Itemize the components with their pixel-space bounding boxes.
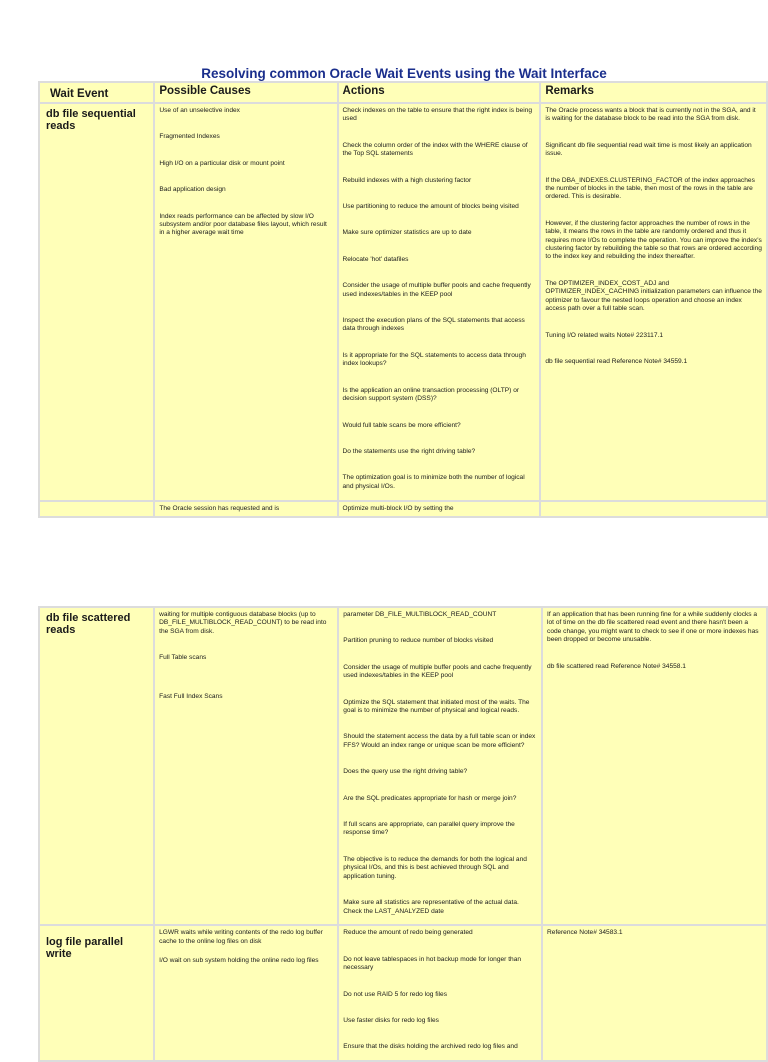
event-name: log file parallel write xyxy=(40,926,153,1060)
table-row xyxy=(40,104,766,500)
page-title: Resolving common Oracle Wait Events using the Wait Interface xyxy=(201,66,607,81)
remarks-cell: The Oracle process wants a block that is currently not in the SGA, and it is waiting for the database block to be read into the SGA from disk. Significant db file sequential read wait time is most likely an application issue. If the DBA_INDEXES.CLUSTERING_FACTOR of the index approaches the number of blocks in the table, then most of the rows in the table are ordered. This is desirable. However, if the clustering factor approaches the number of rows in the table, it means the rows in the table are randomly ordered and thus it requires more I/Os to complete the operation. You can improve the index's clustering factor by rebuilding the table so that rows are ordered according to the index key and rebuilding the index thereafter. The OPTIMIZER_INDEX_COST_ADJ and OPTIMIZER_INDEX_CACHING initialization parameters can influence the optimizer to favour the nested loops operation and choose an index access path over a full table scan. Tuning I/O related waits Note# 223117.1 db file sequential read Reference Note# 34559.1 xyxy=(541,104,766,500)
causes-cell: The Oracle session has requested and is xyxy=(155,502,336,516)
actions-cell: Optimize multi-block I/O by setting the xyxy=(339,502,540,516)
actions-cell: Reduce the amount of redo being generated Do not leave tablespaces in hot backup mode for longer than necessary Do not use RAID 5 for redo log files Use faster disks for redo log files Ensure that the disks holding the archived redo log files and xyxy=(339,926,541,1060)
actions-cell: parameter DB_FILE_MULTIBLOCK_READ_COUNT Partition pruning to reduce number of blocks visited Consider the usage of multiple buffer pools and cache frequently used indexes/tables in the KEEP pool Optimize the SQL statement that initiated most of the waits. The goal is to minimize the number of physical and logical reads. Should the statement access the data by a full table scan or index FFS? Would an index range or unique scan be more efficient? Does the query use the right driving table? Are the SQL predicates appropriate for hash or merge join? If full scans are appropriate, can parallel query improve the response time? The objective is to reduce the demands for both the logical and physical I/Os, and this is best achieved through SQL and application tuning. Make sure all statistics are representative of the actual data. Check the LAST_ANALYZED date xyxy=(339,608,541,924)
header-possible-causes: Possible Causes xyxy=(155,83,336,102)
event-name: db file sequential reads xyxy=(40,104,153,500)
wait-events-table-2 xyxy=(38,606,768,1062)
table-row xyxy=(40,608,766,924)
event-name: db file scattered reads xyxy=(40,608,153,924)
event-name-empty xyxy=(40,502,153,516)
remarks-cell-empty xyxy=(541,502,766,516)
remarks-cell: If an application that has been running fine for a while suddenly clocks a lot of time on the db file scattered read event and there hasn't been a code change, you might want to check to see if one or more indexes has been dropped or become unusable. db file scattered read Reference Note# 34558.1 xyxy=(543,608,766,924)
wait-events-table-1 xyxy=(38,81,768,518)
header-remarks: Remarks xyxy=(541,83,766,102)
remarks-cell: Reference Note# 34583.1 xyxy=(543,926,766,1060)
causes-cell: LGWR waits while writing contents of the redo log buffer cache to the online log files on disk I/O wait on sub system holding the online redo log files xyxy=(155,926,337,1060)
table-row xyxy=(40,502,766,516)
header-wait-event: Wait Event xyxy=(40,83,153,102)
causes-cell: Use of an unselective index Fragmented Indexes High I/O on a particular disk or mount point Bad application design Index reads performance can be affected by slow I/O subsystem and/or poor database files layout, which result in a higher average wait time xyxy=(155,104,336,500)
actions-cell: Check indexes on the table to ensure that the right index is being used Check the column order of the index with the WHERE clause of the Top SQL statements Rebuild indexes with a high clustering factor Use partitioning to reduce the amount of blocks being visited Make sure optimizer statistics are up to date Relocate 'hot' datafiles Consider the usage of multiple buffer pools and cache frequently used indexes/tables in the KEEP pool Inspect the execution plans of the SQL statements that access data through indexes Is it appropriate for the SQL statements to access data through index lookups? Is the application an online transaction processing (OLTP) or decision support system (DSS)? Would full table scans be more efficient? Do the statements use the right driving table? The optimization goal is to minimize both the number of logical and physical I/Os. xyxy=(339,104,540,500)
table-row xyxy=(40,926,766,1060)
header-actions: Actions xyxy=(339,83,540,102)
causes-cell: waiting for multiple contiguous database blocks (up to DB_FILE_MULTIBLOCK_READ_COUNT) to be read into the SGA from disk. Full Table scans Fast Full Index Scans xyxy=(155,608,337,924)
